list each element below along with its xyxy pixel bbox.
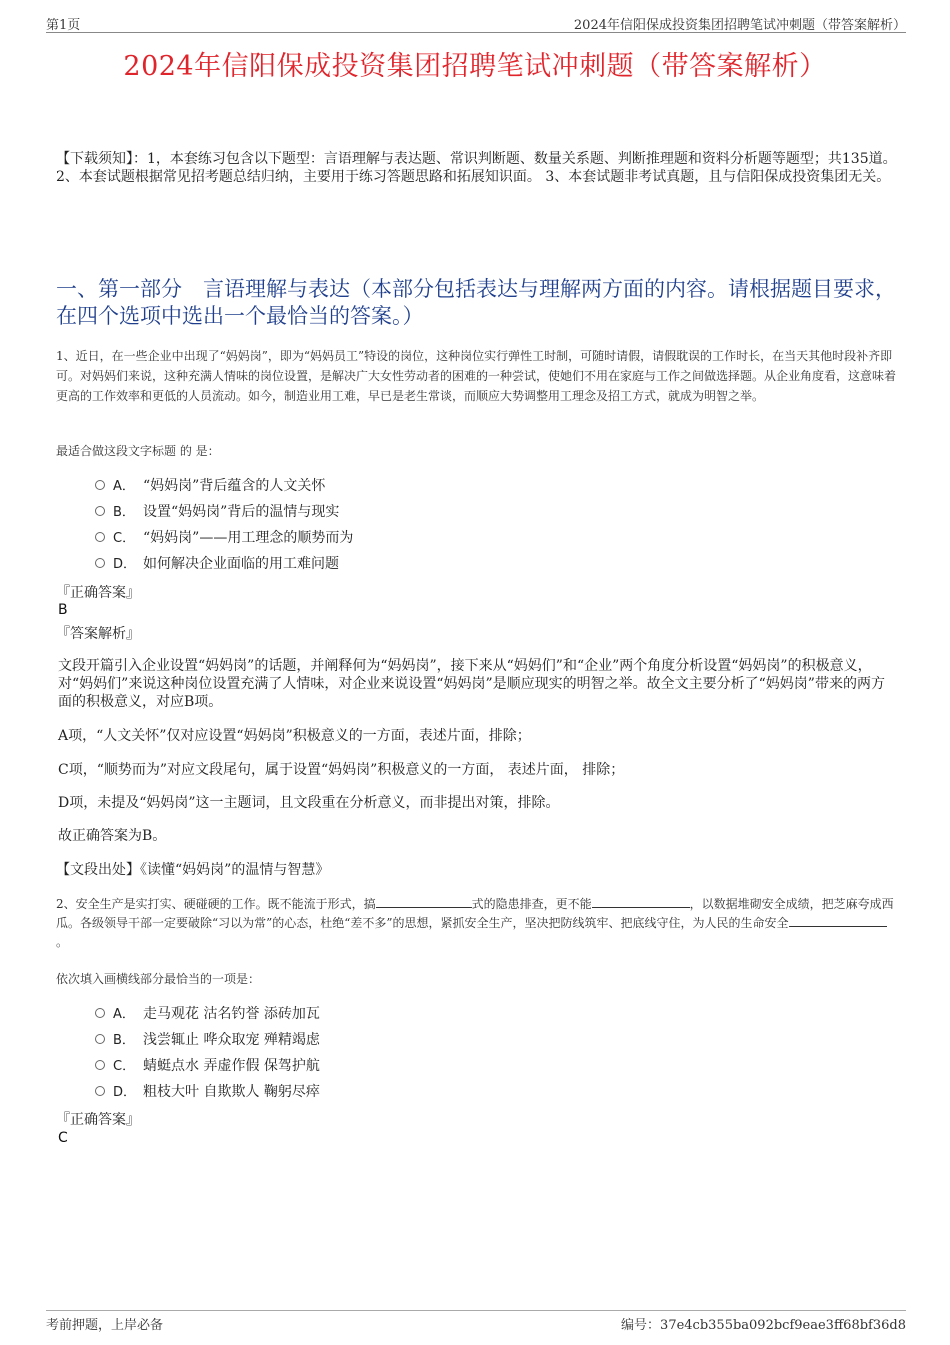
section-heading: 一、第一部分 言语理解与表达（本部分包括表达与理解两方面的内容。请根据题目要求，在四个选项中选出一个最恰当的答案。） [56,277,896,328]
option-text: 设置“妈妈岗”背后的温情与现实 [143,504,340,520]
q2-option-c[interactable] [95,1056,320,1076]
option-letter: D． [113,557,137,572]
q2-text-2: 式的隐患排查，更不能 [471,897,592,911]
q1-source: 【文段出处】《读懂“妈妈岗”的温情与智慧》 [56,862,330,878]
q1-note-c: C项，“顺势而为”对应文段尾句，属于设置“妈妈岗”积极意义的一方面， 表述片面， 排除； [58,762,625,778]
footer-rule [46,1310,906,1311]
q1-answer: B [58,602,68,618]
q1-passage: 1、近日，在一些企业中出现了“妈妈岗”，即为“妈妈员工”特设的岗位，这种岗位实行弹性工时制，可随时请假，请假耽误的工作时长，在当天其他时段补齐即可。对妈妈们来说，这种充满人情味的岗位设置，是解决广大女性劳动者的困难的一种尝试，使她们不用在家庭与工作之间做选择题。从企业角度看，这意味着更高的工作效率和更低的人员流动。如今，制造业用工难，早已是老生常谈，而顺应大势调整用工理念及招工方式，就成为明智之举。 [56,349,897,403]
q1-option-c[interactable] [95,528,353,548]
q2-text-3: ，以数据堆砌安全成绩，把芝麻夸成西瓜。各级领导干部一定要破除“习以为常”的心态，杜绝“差不多”的思想，紧抓安全生产，坚决把防线筑牢、把底线守住，为人民的生命安全 [56,897,894,930]
q2-text-1: 2、安全生产是实打实、硬碰硬的工作。既不能流于形式，搞 [56,897,376,911]
q1-analysis-label: 『答案解析』 [56,626,140,642]
blank-3 [789,914,887,927]
q2-passage [56,895,896,952]
option-letter: D． [113,1085,137,1100]
q2-text-4: 。 [56,935,69,949]
radio-icon[interactable] [95,1008,105,1018]
q1-option-a[interactable] [95,476,325,496]
radio-icon[interactable] [95,1086,105,1096]
radio-icon[interactable] [95,532,105,542]
q1-conclusion: 故正确答案为B。 [58,828,167,844]
q2-answer: C [58,1130,68,1146]
running-header-title: 2024年信阳保成投资集团招聘笔试冲刺题（带答案解析） [573,18,906,33]
option-text: “妈妈岗”——用工理念的顺势而为 [143,530,354,546]
footer-slogan: 考前押题，上岸必备 [46,1318,164,1333]
q2-option-a[interactable] [95,1004,320,1024]
option-text: 浅尝辄止 哗众取宠 殚精竭虑 [143,1032,320,1048]
q1-option-b[interactable] [95,502,339,522]
radio-icon[interactable] [95,558,105,568]
q1-prompt: 最适合做这段文字标题 的 是： [56,444,220,458]
radio-icon[interactable] [95,506,105,516]
radio-icon[interactable] [95,1060,105,1070]
q2-option-b[interactable] [95,1030,320,1050]
q1-note-d: D项，未提及“妈妈岗”这一主题词，且文段重在分析意义，而非提出对策，排除。 [58,795,560,811]
q1-note-a: A项，“人文关怀”仅对应设置“妈妈岗”积极意义的一方面，表述片面，排除； [58,728,531,744]
q2-option-d[interactable] [95,1082,320,1102]
header-rule [46,32,906,33]
q2-prompt: 依次填入画横线部分最恰当的一项是： [56,972,261,986]
page-number: 第1页 [46,18,81,33]
option-letter: C． [113,1059,136,1074]
option-text: 粗枝大叶 自欺欺人 鞠躬尽瘁 [143,1084,320,1100]
q2-answer-label: 『正确答案』 [56,1112,140,1128]
radio-icon[interactable] [95,1034,105,1044]
download-notice: 【下载须知】：1，本套练习包含以下题型：言语理解与表达题、常识判断题、数量关系题、判断推理题和资料分析题等题型；共135道。 2、本套试题根据常见招考题总结归纳，主要用于练习答题思路和拓展知识面。 3、本套试题非考试真题，且与信阳保成投资集团无关。 [56,151,897,185]
option-text: 蜻蜓点水 弄虚作假 保驾护航 [143,1058,320,1074]
blank-2 [592,895,690,908]
document-id: 编号：37e4cb355ba092bcf9eae3ff68bf36d8 [621,1318,906,1333]
q1-analysis: 文段开篇引入企业设置“妈妈岗”的话题，并阐释何为“妈妈岗”，接下来从“妈妈们”和“企业”两个角度分析设置“妈妈岗”的积极意义，对“妈妈们”来说这种岗位设置充满了人情味，对企业来说设置“妈妈岗”是顺应现实的明智之举。故全文主要分析了“妈妈岗”带来的两方面的积极意义，对应B项。 [58,658,885,710]
option-text: “妈妈岗”背后蕴含的人文关怀 [143,478,326,494]
option-letter: C． [113,531,136,546]
q1-answer-label: 『正确答案』 [56,585,140,601]
radio-icon[interactable] [95,480,105,490]
option-text: 走马观花 沽名钓誉 添砖加瓦 [143,1006,320,1022]
document-title: 2024年信阳保成投资集团招聘笔试冲刺题（带答案解析） [123,51,827,82]
option-letter: B． [113,1033,135,1048]
option-letter: B． [113,505,135,520]
blank-1 [376,895,472,908]
q1-option-d[interactable] [95,554,339,574]
option-text: 如何解决企业面临的用工难问题 [143,556,339,572]
option-letter: A． [113,479,135,494]
option-letter: A． [113,1007,135,1022]
